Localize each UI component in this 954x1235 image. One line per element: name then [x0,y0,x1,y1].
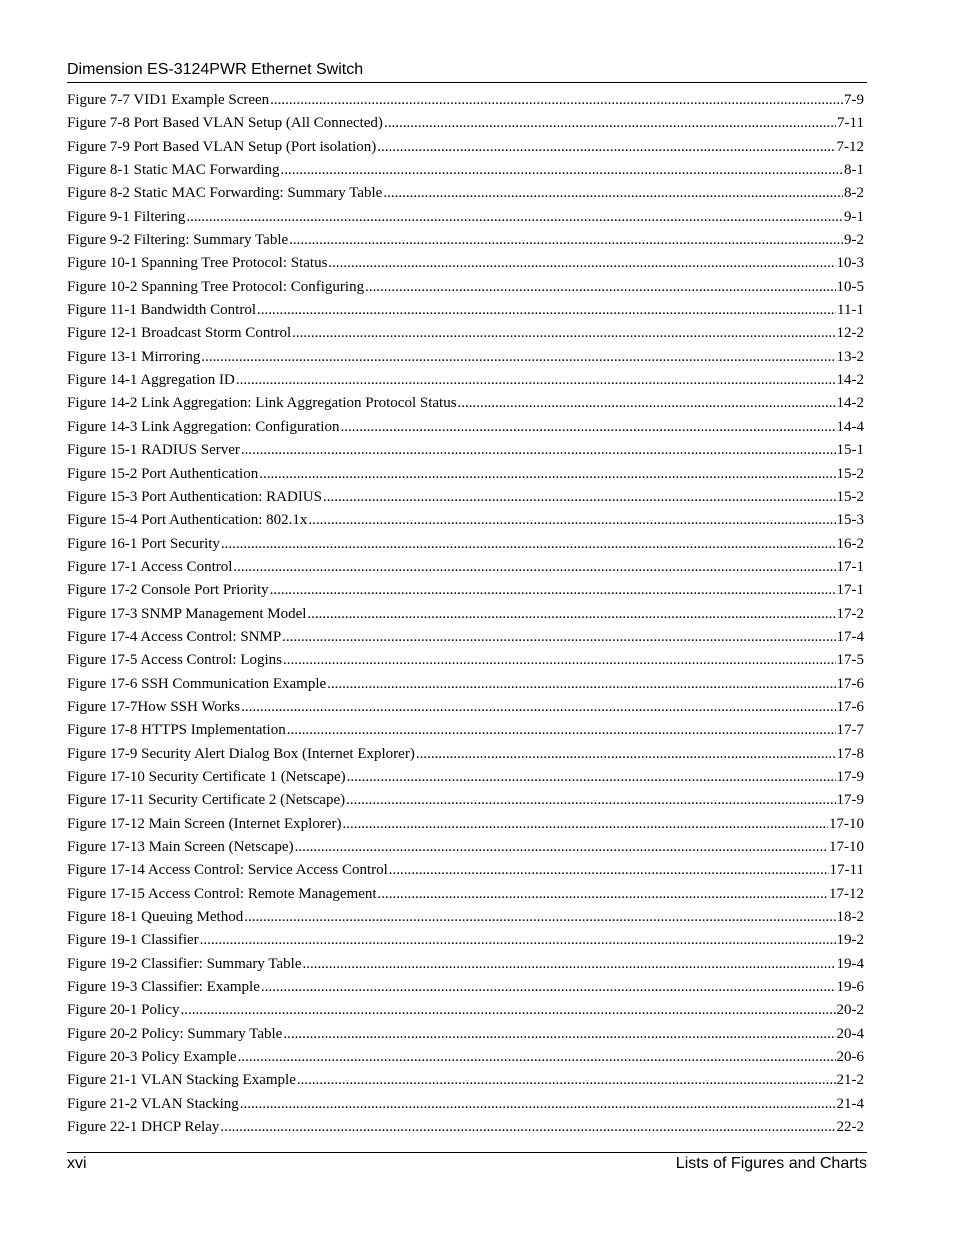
toc-entry[interactable] [67,1069,864,1092]
toc-entry[interactable] [67,789,864,812]
dot-leader [328,252,835,275]
toc-entry-title: Figure 17-9 Security Alert Dialog Box (Internet Explorer) [67,745,415,762]
toc-entry-title: Figure 17-12 Main Screen (Internet Explorer) [67,815,342,832]
toc-entry-page: 15-2 [836,488,864,505]
toc-entry-page: 21-2 [836,1072,864,1089]
toc-entry-title: Figure 20-3 Policy Example [67,1049,237,1066]
toc-entry-page: 17-2 [836,605,864,622]
dot-leader [416,743,836,766]
toc-entry-page: 20-6 [836,1049,864,1066]
toc-entry-page: 20-2 [836,1002,864,1019]
toc-entry-title: Figure 17-13 Main Screen (Netscape) [67,839,294,855]
toc-entry-page: 17-7 [836,722,864,739]
dot-leader [241,696,835,719]
toc-entry-title: Figure 17-14 Access Control: Service Access Control [67,862,388,879]
toc-entry-title: Figure 17-4 Access Control: SNMP [67,628,282,645]
dot-leader [259,463,835,486]
toc-entry-title: Figure 7-7 VID1 Example Screen [67,92,270,108]
dot-leader [297,1069,836,1092]
toc-entry[interactable] [67,883,864,906]
toc-entry[interactable] [67,112,864,135]
toc-entry-title: Figure 14-3 Link Aggregation: Configuration [67,418,340,435]
toc-entry[interactable] [67,579,864,602]
toc-entry[interactable] [67,463,864,486]
toc-entry-page: 17-12 [829,885,864,902]
toc-entry[interactable] [67,603,864,626]
dot-leader [384,112,836,135]
toc-entry-page: 11-1 [837,302,864,319]
dot-leader [365,276,835,299]
dot-leader [307,603,835,626]
toc-entry-page: 17-6 [836,675,864,692]
toc-entry[interactable] [67,206,864,229]
toc-entry-title: Figure 7-9 Port Based VLAN Setup (Port isolation) [67,138,377,155]
toc-entry[interactable] [67,999,864,1022]
toc-entry-title: Figure 9-1 Filtering [67,208,186,225]
toc-entry-page: 22-2 [836,1119,864,1136]
toc-entry[interactable] [67,89,864,112]
toc-entry-page: 13-2 [836,348,864,365]
document-title: Dimension ES-3124PWR Ethernet Switch [67,61,364,78]
toc-entry[interactable] [67,369,864,392]
toc-entry-title: Figure 17-6 SSH Communication Example [67,675,327,692]
dot-leader [377,136,835,159]
toc-entry[interactable] [67,626,864,649]
dot-leader [327,673,835,696]
dot-leader [283,1023,835,1046]
dot-leader [257,299,836,322]
toc-entry-page: 19-4 [836,955,864,972]
dot-leader [347,766,836,789]
toc-entry[interactable] [67,673,864,696]
toc-entry-page: 19-6 [836,979,864,996]
toc-entry-title: Figure 17-11 Security Certificate 2 (Netscape) [67,792,346,809]
toc-entry-page: 8-2 [844,185,864,202]
dot-leader [244,906,835,929]
toc-entry-title: Figure 15-3 Port Authentication: RADIUS [67,488,322,505]
toc-entry-page: 10-3 [836,255,864,272]
toc-entry[interactable] [67,252,864,275]
toc-entry-title: Figure 10-1 Spanning Tree Protocol: Status [67,255,328,272]
toc-entry-title: Figure 16-1 Port Security [67,535,220,552]
toc-entry-title: Figure 17-2 Console Port Priority [67,582,269,599]
toc-entry-page: 17-11 [829,862,864,879]
dot-leader [378,883,828,906]
toc-entry-page: 16-2 [836,535,864,552]
toc-entry-page: 17-5 [836,652,864,669]
toc-entry[interactable] [67,813,864,836]
toc-entry[interactable] [67,719,864,742]
toc-entry-page: 10-5 [836,278,864,295]
dot-leader [389,859,829,882]
toc-entry-title: Figure 12-1 Broadcast Storm Control [67,325,292,342]
toc-entry[interactable] [67,533,864,556]
toc-entry[interactable] [67,953,864,976]
toc-entry-page: 17-1 [836,558,864,575]
dot-leader [308,509,835,532]
toc-entry[interactable] [67,836,864,859]
dot-leader [201,346,835,369]
toc-entry-title: Figure 14-2 Link Aggregation: Link Aggregation Protocol Status [67,395,457,412]
toc-entry[interactable] [67,929,864,952]
toc-entry[interactable] [67,743,864,766]
toc-entry-page: 20-4 [836,1025,864,1042]
toc-entry-page: 8-1 [844,162,864,179]
toc-entry-title: Figure 17-5 Access Control: Logins [67,652,282,669]
dot-leader [238,1046,836,1069]
toc-entry-title: Figure 14-1 Aggregation ID [67,372,235,389]
toc-entry[interactable] [67,346,864,369]
toc-entry[interactable] [67,439,864,462]
toc-entry-title: Figure 17-7How SSH Works [67,698,241,715]
dot-leader [200,929,836,952]
toc-entry-page: 7-9 [844,92,864,108]
dot-leader [282,626,835,649]
toc-entry-title: Figure 22-1 DHCP Relay [67,1119,220,1136]
toc-entry-title: Figure 15-1 RADIUS Server [67,442,240,459]
toc-entry[interactable] [67,486,864,509]
toc-entry-title: Figure 7-8 Port Based VLAN Setup (All Connected) [67,115,383,132]
toc-entry-page: 9-2 [844,232,864,249]
toc-entry-page: 7-11 [837,115,864,132]
toc-entry-title: Figure 13-1 Mirroring [67,348,201,365]
toc-entry[interactable] [67,766,864,789]
toc-entry-page: 18-2 [836,909,864,926]
dot-leader [241,439,836,462]
toc-entry-page: 17-10 [829,815,864,832]
toc-entry-page: 17-4 [836,628,864,645]
toc-entry-title: Figure 17-10 Security Certificate 1 (Netscape) [67,768,346,785]
dot-leader [233,556,835,579]
dot-leader [270,89,843,112]
toc-entry-title: Figure 8-2 Static MAC Forwarding: Summary Table [67,185,383,202]
toc-entry-title: Figure 20-1 Policy [67,1002,180,1019]
toc-entry-page: 17-1 [836,582,864,599]
toc-entry-title: Figure 10-2 Spanning Tree Protocol: Configuring [67,278,365,295]
toc-entry[interactable] [67,1116,864,1139]
toc-entry[interactable] [67,556,864,579]
toc-entry-page: 17-6 [836,698,864,715]
toc-entry-title: Figure 19-1 Classifier [67,932,199,949]
toc-entry-page: 7-12 [836,138,864,155]
dot-leader [289,229,843,252]
dot-leader [181,999,836,1022]
page-footer [67,1152,867,1175]
dot-leader [458,392,836,415]
toc-entry-page: 15-2 [836,465,864,482]
dot-leader [261,976,836,999]
toc-entry-title: Figure 20-2 Policy: Summary Table [67,1025,283,1042]
toc-entry[interactable] [67,229,864,252]
dot-leader [186,206,843,229]
toc-entry-page: 12-2 [836,325,864,342]
dot-leader [221,533,836,556]
dot-leader [287,719,836,742]
toc-entry-title: Figure 15-2 Port Authentication [67,465,259,482]
toc-entry[interactable] [67,1023,864,1046]
toc-entry[interactable] [67,159,864,182]
dot-leader [283,649,836,672]
toc-entry-page: 9-1 [844,208,864,225]
toc-entry[interactable] [67,392,864,415]
toc-entry[interactable] [67,276,864,299]
page-number: xvi [67,1155,87,1172]
toc-entry-title: Figure 21-2 VLAN Stacking [67,1095,239,1112]
toc-entry-title: Figure 17-1 Access Control [67,558,233,575]
toc-entry[interactable] [67,859,864,882]
toc-entry-page: 17-9 [836,768,864,785]
toc-entry-title: Figure 17-15 Access Control: Remote Management [67,885,377,902]
toc-entry-page: 17-10 [829,839,864,855]
toc-entry[interactable] [67,976,864,999]
toc-entry-page: 15-3 [836,512,864,529]
toc-entry-page: 14-2 [836,395,864,412]
toc-entry-title: Figure 15-4 Port Authentication: 802.1x [67,512,308,529]
dot-leader [346,789,835,812]
dot-leader [343,813,829,836]
dot-leader [270,579,836,602]
toc-entry[interactable] [67,322,864,345]
section-title: Lists of Figures and Charts [675,1155,867,1172]
toc-entry-title: Figure 8-1 Static MAC Forwarding [67,162,280,179]
dot-leader [236,369,836,392]
toc-entry[interactable] [67,649,864,672]
dot-leader [240,1093,836,1116]
toc-entry[interactable] [67,182,864,205]
toc-entry-title: Figure 21-1 VLAN Stacking Example [67,1072,296,1089]
toc-entry-page: 14-2 [836,372,864,389]
dot-leader [383,182,843,205]
dot-leader [220,1116,835,1139]
toc-entry-page: 17-9 [836,792,864,809]
toc-entry-title: Figure 19-3 Classifier: Example [67,979,260,996]
toc-entry-page: 21-4 [836,1095,864,1112]
toc-entry[interactable] [67,696,864,719]
toc-entry-page: 17-8 [836,745,864,762]
dot-leader [340,416,835,439]
toc-entry[interactable] [67,299,864,322]
toc-entry[interactable] [67,1046,864,1069]
dot-leader [302,953,835,976]
toc-entry[interactable] [67,906,864,929]
toc-entry-page: 19-2 [836,932,864,949]
toc-entry-title: Figure 9-2 Filtering: Summary Table [67,232,289,249]
toc-entry-title: Figure 18-1 Queuing Method [67,909,244,926]
toc-entry-title: Figure 11-1 Bandwidth Control [67,302,257,319]
page-header [67,60,867,83]
toc-entry-page: 15-1 [836,442,864,459]
list-of-figures [67,89,864,1139]
dot-leader [295,836,828,859]
dot-leader [292,322,835,345]
toc-entry-page: 14-4 [836,418,864,435]
toc-entry[interactable] [67,509,864,532]
toc-entry-title: Figure 19-2 Classifier: Summary Table [67,955,302,972]
dot-leader [280,159,843,182]
toc-entry[interactable] [67,136,864,159]
toc-entry-title: Figure 17-3 SNMP Management Model [67,605,307,622]
toc-entry[interactable] [67,1093,864,1116]
dot-leader [323,486,836,509]
toc-entry-title: Figure 17-8 HTTPS Implementation [67,722,286,739]
toc-entry[interactable] [67,416,864,439]
